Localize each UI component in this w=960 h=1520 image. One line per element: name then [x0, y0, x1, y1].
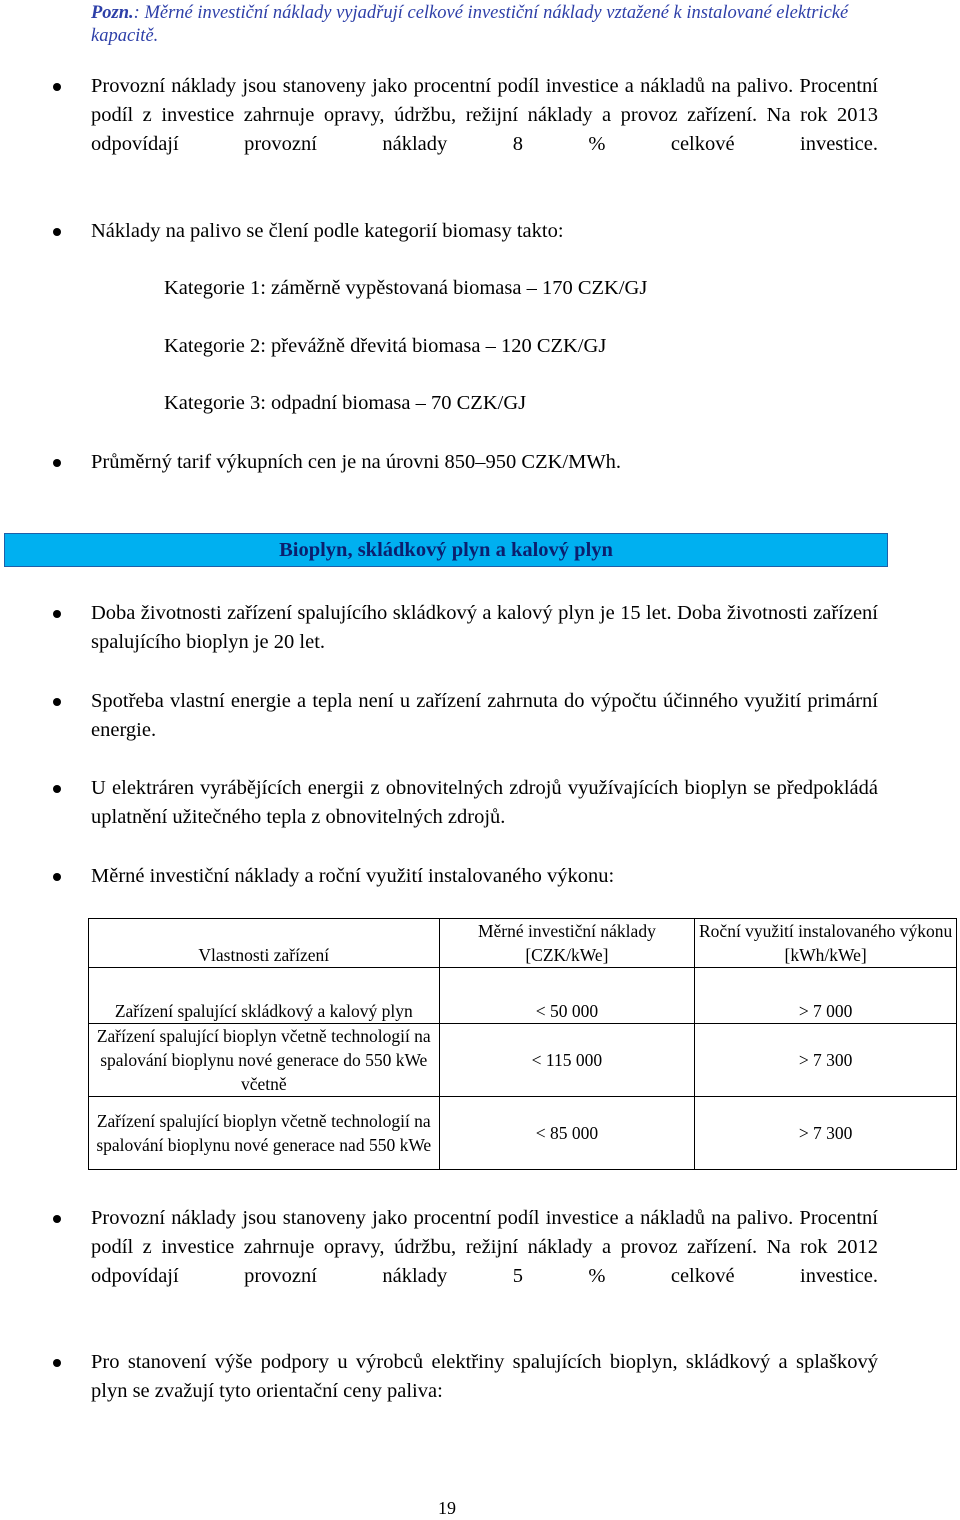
table-cell: Zařízení spalující bioplyn včetně technologií na spalování bioplynu nové generace do 550 kWe včetně [89, 1024, 440, 1097]
category-3: Kategorie 3: odpadní biomasa – 70 CZK/GJ [164, 392, 527, 414]
bullet-own-consumption [91, 687, 878, 745]
table-cell: > 7 000 [695, 968, 957, 1024]
table-cell: < 85 000 [439, 1097, 695, 1170]
page-number: 19 [438, 1498, 456, 1518]
bullet-lifetime [91, 599, 878, 657]
bullet-operating-costs-2013 [91, 72, 878, 159]
table-cell: > 7 300 [695, 1097, 957, 1170]
table-header-cell: Roční využití instalovaného výkonu [kWh/kWe] [695, 919, 957, 968]
bullet-dot-icon [53, 459, 61, 467]
bullet-table-intro [91, 862, 878, 891]
table-header-cell: Vlastnosti zařízení [89, 919, 440, 968]
bullet-dot-icon [53, 1359, 61, 1367]
category-2: Kategorie 2: převážně dřevitá biomasa – 120 CZK/GJ [164, 335, 607, 357]
bullet-fuel-prices [91, 1348, 878, 1406]
table-cell: > 7 300 [695, 1024, 957, 1097]
bullet-text: Pro stanovení výše podpory u výrobců elektřiny spalujících bioplyn, skládkový a splaškový plyn se zvažují tyto orientační ceny paliva: [91, 1351, 878, 1402]
bullet-dot-icon [53, 610, 61, 618]
bullet-text: Spotřeba vlastní energie a tepla není u zařízení zahrnuta do výpočtu účinného využití primární energie. [91, 690, 878, 741]
table-row [89, 1024, 957, 1097]
bullet-dot-icon [53, 228, 61, 236]
section-title: Bioplyn, skládkový plyn a kalový plyn [4, 533, 888, 567]
bullet-tariff [91, 448, 878, 477]
bullet-text: Náklady na palivo se člení podle kategorií biomasy takto: [91, 220, 564, 242]
footnote-label: Pozn. [91, 3, 134, 23]
bullet-text: Průměrný tarif výkupních cen je na úrovni 850–950 CZK/MWh. [91, 451, 622, 473]
bullet-text: Měrné investiční náklady a roční využití instalovaného výkonu: [91, 865, 615, 887]
table-row [89, 968, 957, 1024]
investment-table [88, 918, 957, 1170]
footnote-text: : Měrné investiční náklady vyjadřují celkové investiční náklady vztažené k instalované elektrické kapacitě. [91, 3, 849, 46]
bullet-dot-icon [53, 698, 61, 706]
bullet-dot-icon [53, 873, 61, 881]
table-header-row [89, 919, 957, 968]
table-cell: < 50 000 [439, 968, 695, 1024]
table-row [89, 1097, 957, 1170]
bullet-text: U elektráren vyrábějících energii z obnovitelných zdrojů využívajících bioplyn se předpokládá uplatnění užitečného tepla z obnovitelných zdrojů. [91, 777, 878, 828]
footnote [91, 2, 881, 48]
table-cell: Zařízení spalující bioplyn včetně technologií na spalování bioplynu nové generace nad 550 kWe [89, 1097, 440, 1170]
bullet-dot-icon [53, 785, 61, 793]
bullet-operating-costs-2012 [91, 1204, 878, 1291]
table-cell: Zařízení spalující skládkový a kalový plyn [89, 968, 440, 1024]
bullet-fuel-costs [91, 217, 878, 246]
bullet-useful-heat [91, 774, 878, 832]
table-cell: < 115 000 [439, 1024, 695, 1097]
bullet-text: Provozní náklady jsou stanoveny jako procentní podíl investice a nákladů na palivo. Procentní podíl z investice zahrnuje opravy, údržbu, režijní náklady a provoz zařízení. Na rok 2013 odpovídají provozní náklady 8 % celkové investice. [91, 75, 878, 155]
bullet-text: Doba životnosti zařízení spalujícího skládkový a kalový plyn je 15 let. Doba životnosti zařízení spalujícího bioplyn je 20 let. [91, 602, 878, 653]
bullet-dot-icon [53, 83, 61, 91]
category-1: Kategorie 1: záměrně vypěstovaná biomasa – 170 CZK/GJ [164, 277, 648, 299]
bullet-dot-icon [53, 1215, 61, 1223]
table-header-cell: Měrné investiční náklady [CZK/kWe] [439, 919, 695, 968]
bullet-text: Provozní náklady jsou stanoveny jako procentní podíl investice a nákladů na palivo. Procentní podíl z investice zahrnuje opravy, údržbu, režijní náklady a provoz zařízení. Na rok 2012 odpovídají provozní náklady 5 % celkové investice. [91, 1207, 878, 1287]
